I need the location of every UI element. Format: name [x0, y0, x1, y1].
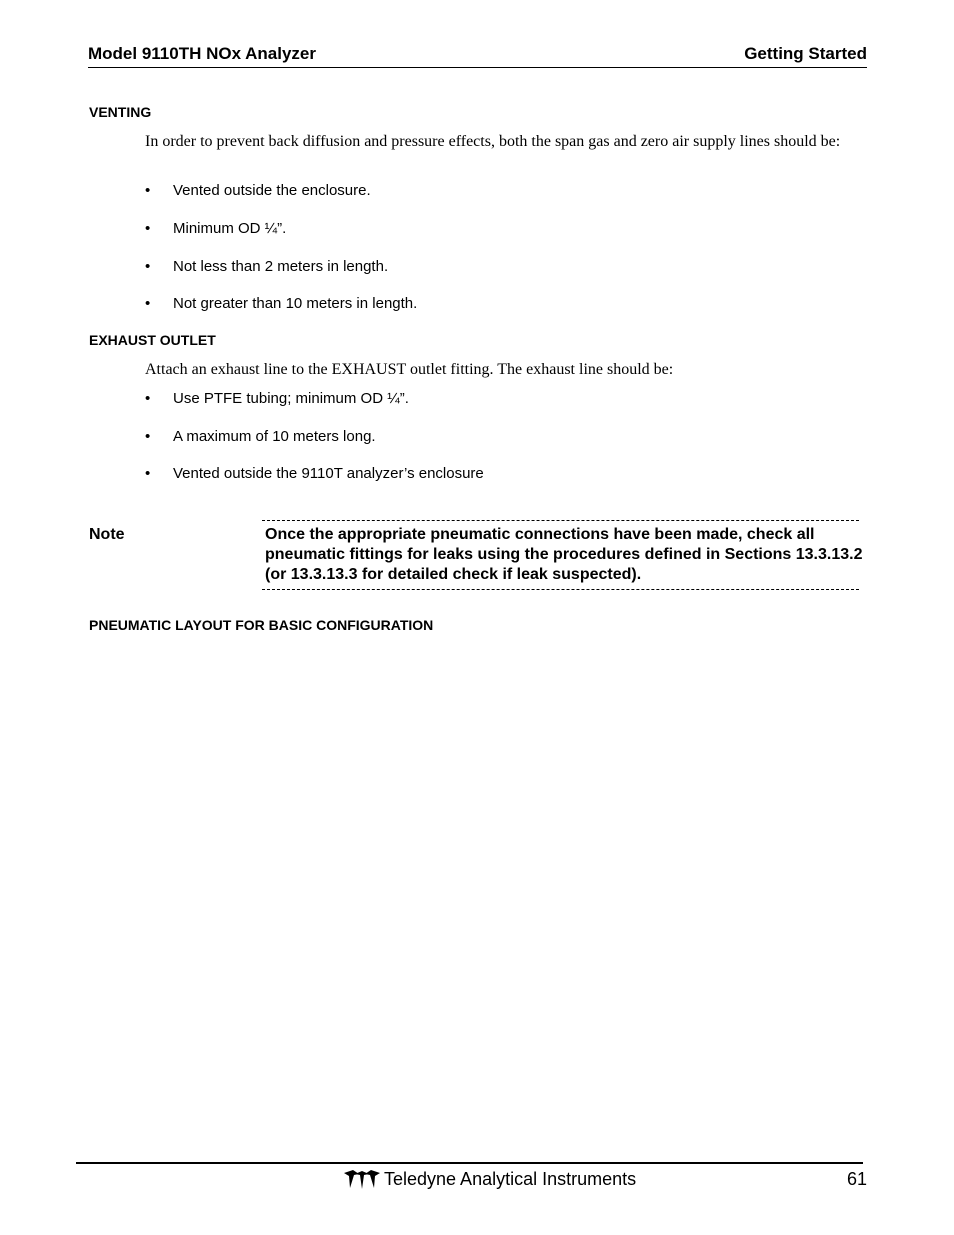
list-item-text: Minimum OD ¼”. — [173, 220, 287, 237]
exhaust-heading: EXHAUST OUTLET — [89, 332, 216, 348]
list-item-text: Not greater than 10 meters in length. — [173, 295, 418, 312]
bullet-icon: • — [145, 258, 151, 275]
header-section: Getting Started — [744, 44, 867, 63]
page-header — [88, 43, 867, 68]
venting-heading: VENTING — [89, 104, 152, 120]
note-label: Note — [89, 526, 125, 543]
footer-company: Teledyne Analytical Instruments — [384, 1169, 637, 1189]
footer-divider — [76, 1162, 863, 1164]
list-item-text: A maximum of 10 meters long. — [173, 428, 376, 445]
note-text: Once the appropriate pneumatic connections have been made, check all pneumatic fittings for leaks using the procedures defined in Sections 13.3.13.2 (or 13.3.13.3 for detailed check if leak suspected). — [265, 526, 863, 583]
pneumatic-heading: PNEUMATIC LAYOUT FOR BASIC CONFIGURATION — [89, 617, 434, 633]
bullet-icon: • — [145, 295, 151, 312]
list-item-text: Vented outside the 9110T analyzer’s enclosure — [173, 465, 484, 482]
bullet-icon: • — [145, 428, 151, 445]
list-item-text: Use PTFE tubing; minimum OD ¼”. — [173, 390, 409, 407]
note-box — [262, 520, 863, 590]
header-title: Model 9110TH NOx Analyzer — [88, 44, 317, 63]
list-item-text: Not less than 2 meters in length. — [173, 258, 389, 275]
bullet-icon: • — [145, 182, 151, 199]
bullet-icon: • — [145, 390, 151, 407]
page-number: 61 — [846, 1169, 867, 1189]
venting-intro: In order to prevent back diffusion and pressure effects, both the span gas and zero air supply lines should be: — [145, 133, 841, 150]
list-item-text: Vented outside the enclosure. — [173, 182, 371, 199]
exhaust-intro: Attach an exhaust line to the EXHAUST outlet fitting. The exhaust line should be: — [145, 361, 674, 378]
bullet-icon: • — [145, 220, 151, 237]
teledyne-logo-icon — [344, 1169, 380, 1191]
bullet-icon: • — [145, 465, 151, 482]
